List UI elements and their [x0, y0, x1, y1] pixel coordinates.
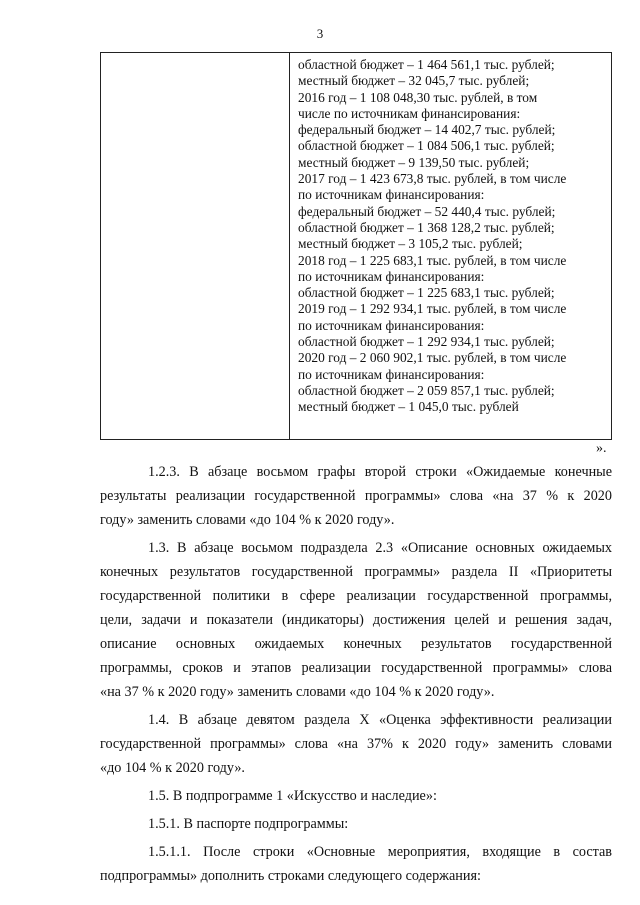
table-line: федеральный бюджет – 14 402,7 тыс. рублей;	[298, 122, 556, 138]
paragraph	[100, 708, 612, 780]
paragraph-line: «до 104 % к 2020 году».	[100, 760, 245, 776]
page-number: 3	[316, 26, 324, 41]
table-line: по источникам финансирования:	[298, 366, 485, 382]
table-line: федеральный бюджет – 52 440,4 тыс. рублей;	[298, 203, 556, 219]
paragraph	[100, 460, 612, 532]
table-line: числе по источникам финансирования:	[298, 105, 521, 121]
table-line: по источникам финансирования:	[298, 268, 485, 284]
paragraph-line: 1.5.1. В паспорте подпрограммы:	[148, 816, 349, 832]
amendment-text	[100, 460, 612, 888]
paragraph-line: 1.5. В подпрограмме 1 «Искусство и наследие»:	[148, 788, 437, 804]
table-line: областной бюджет – 1 368 128,2 тыс. рублей;	[298, 219, 555, 235]
paragraph-line: 1.4. В абзаце девятом раздела X «Оценка эффективности реализации	[148, 712, 612, 728]
table-line: по источникам финансирования:	[298, 317, 485, 333]
paragraph-line: 1.2.3. В абзаце восьмом графы второй строки «Ожидаемые конечные	[148, 464, 612, 480]
paragraph-line: описание основных ожидаемых конечных результатов государственной	[100, 636, 612, 652]
table-line: местный бюджет – 9 139,50 тыс. рублей;	[298, 154, 530, 170]
paragraph-line: 1.5.1.1. После строки «Основные мероприятия, входящие в состав	[148, 844, 612, 860]
table-line: по источникам финансирования:	[298, 187, 485, 203]
table-line: 2020 год – 2 060 902,1 тыс. рублей, в том числе	[298, 350, 567, 366]
table-line: областной бюджет – 1 084 506,1 тыс. рублей;	[298, 138, 555, 154]
funding-table	[100, 52, 612, 440]
paragraph	[100, 840, 612, 888]
table-line: 2016 год – 1 108 048,30 тыс. рублей, в том	[298, 89, 538, 105]
table-line: областной бюджет – 1 225 683,1 тыс. рублей;	[298, 285, 555, 301]
paragraph-line: «на 37 % к 2020 году» заменить словами «до 104 % к 2020 году».	[100, 684, 495, 700]
paragraph-line: государственной политики в сфере реализации государственной программы,	[100, 588, 612, 604]
table-line: местный бюджет – 32 045,7 тыс. рублей;	[298, 73, 530, 89]
table-left-cell	[101, 53, 290, 439]
table-line: областной бюджет – 1 292 934,1 тыс. рублей;	[298, 334, 555, 350]
paragraph-line: программы, сроков и этапов реализации государственной программы» слова	[100, 660, 612, 676]
paragraph	[100, 812, 612, 836]
table-line: местный бюджет – 3 105,2 тыс. рублей;	[298, 236, 523, 252]
table-line: 2018 год – 1 225 683,1 тыс. рублей, в том числе	[298, 252, 567, 268]
paragraph	[100, 536, 612, 704]
paragraph-line: цели, задачи и показатели (индикаторы) достижения целей и решения задач,	[100, 612, 612, 628]
paragraph-line: 1.3. В абзаце восьмом подраздела 2.3 «Описание основных ожидаемых	[148, 540, 612, 556]
paragraph	[100, 784, 612, 808]
table-line: 2017 год – 1 423 673,8 тыс. рублей, в том числе	[298, 171, 567, 187]
table-line: областной бюджет – 2 059 857,1 тыс. рублей;	[298, 382, 555, 398]
paragraph-line: конечных результатов государственной программы» раздела II «Приоритеты	[100, 564, 612, 580]
closing-quote: ».	[596, 441, 607, 456]
paragraph-line: подпрограммы» дополнить строками следующего содержания:	[100, 868, 481, 884]
table-line: 2019 год – 1 292 934,1 тыс. рублей, в том числе	[298, 301, 567, 317]
table-line: местный бюджет – 1 045,0 тыс. рублей	[298, 399, 519, 415]
paragraph-line: результаты реализации государственной программы» слова «на 37 % к 2020	[100, 488, 612, 504]
table-right-cell	[290, 53, 611, 439]
paragraph-line: государственной программы» слова «на 37% к 2020 году» заменить словами	[100, 736, 612, 752]
paragraph-line: году» заменить словами «до 104 % к 2020 году».	[100, 512, 395, 528]
table-line: областной бюджет – 1 464 561,1 тыс. рублей;	[298, 57, 555, 72]
